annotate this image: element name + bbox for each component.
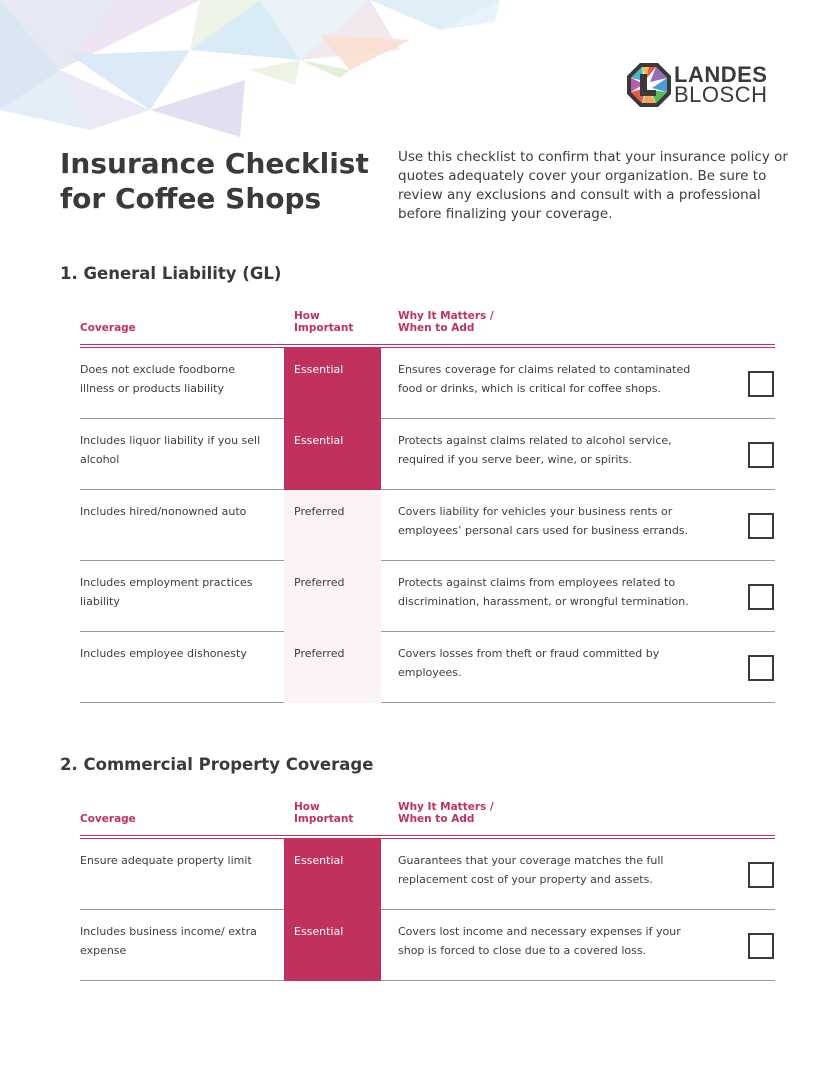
why-cell: Protects against claims related to alcohol service, required if you serve beer, wine, or spirits. <box>398 434 672 466</box>
why-cell: Covers liability for vehicles your business rents or employees’ personal cars used for business errands. <box>398 505 689 537</box>
coverage-cell: Includes hired/nonowned auto <box>80 505 247 518</box>
table-row <box>80 561 775 632</box>
row-checkbox[interactable] <box>748 933 774 959</box>
table-row <box>80 419 775 490</box>
why-cell: Ensures coverage for claims related to contaminated food or drinks, which is critical for coffee shops. <box>398 363 691 395</box>
row-checkbox[interactable] <box>748 655 774 681</box>
coverage-cell: Includes employee dishonesty <box>80 647 247 660</box>
row-checkbox[interactable] <box>748 442 774 468</box>
table-row <box>80 632 775 703</box>
header-why: Why It Matters / When to Add <box>398 310 494 334</box>
coverage-cell: Includes liquor liability if you sell alcohol <box>80 434 261 466</box>
why-cell: Covers lost income and necessary expenses if your shop is forced to close due to a covered loss. <box>398 925 681 957</box>
row-checkbox[interactable] <box>748 862 774 888</box>
importance-cell: Preferred <box>284 490 381 561</box>
table-row <box>80 910 775 981</box>
importance-cell: Essential <box>284 910 381 981</box>
header-importance: How Important <box>294 310 354 334</box>
header-coverage: Coverage <box>80 813 136 825</box>
page-title-line-1: Insurance Checklist <box>60 147 369 180</box>
page-title-line-2: for Coffee Shops <box>60 182 322 215</box>
header-importance: How Important <box>294 801 354 825</box>
logo-mark-icon <box>626 62 672 108</box>
row-checkbox[interactable] <box>748 584 774 610</box>
coverage-cell: Includes business income/ extra expense <box>80 925 257 957</box>
importance-cell: Essential <box>284 839 381 910</box>
commercial-property-table <box>80 791 775 981</box>
coverage-cell: Ensure adequate property limit <box>80 854 252 867</box>
company-logo <box>626 60 776 108</box>
page-title <box>60 146 370 216</box>
table-header <box>80 300 775 342</box>
importance-cell: Preferred <box>284 632 381 703</box>
section-title-general-liability: 1. General Liability (GL) <box>60 264 282 283</box>
importance-cell: Essential <box>284 419 381 490</box>
decorative-triangles <box>0 0 520 150</box>
coverage-cell: Includes employment practices liability <box>80 576 253 608</box>
row-checkbox[interactable] <box>748 513 774 539</box>
table-row <box>80 839 775 910</box>
logo-text-blosch: BLOSCH <box>674 82 768 107</box>
importance-cell: Preferred <box>284 561 381 632</box>
section-title-commercial-property: 2. Commercial Property Coverage <box>60 755 374 774</box>
table-header <box>80 791 775 833</box>
table-row <box>80 348 775 419</box>
intro-paragraph: Use this checklist to confirm that your insurance policy or quotes adequately cover your organization. Be sure to review any exclusions and consult with a professional before finalizing your coverage. <box>398 149 788 222</box>
why-cell: Covers losses from theft or fraud committed by employees. <box>398 647 660 679</box>
importance-cell: Essential <box>284 348 381 419</box>
why-cell: Protects against claims from employees related to discrimination, harassment, or wrongful termination. <box>398 576 689 608</box>
table-row <box>80 490 775 561</box>
header-why: Why It Matters / When to Add <box>398 801 494 825</box>
header-coverage: Coverage <box>80 322 136 334</box>
coverage-cell: Does not exclude foodborne illness or products liability <box>80 363 236 395</box>
general-liability-table <box>80 300 775 703</box>
why-cell: Guarantees that your coverage matches the full replacement cost of your property and assets. <box>398 854 664 886</box>
logo-text-landes: LANDES <box>674 62 768 87</box>
row-checkbox[interactable] <box>748 371 774 397</box>
